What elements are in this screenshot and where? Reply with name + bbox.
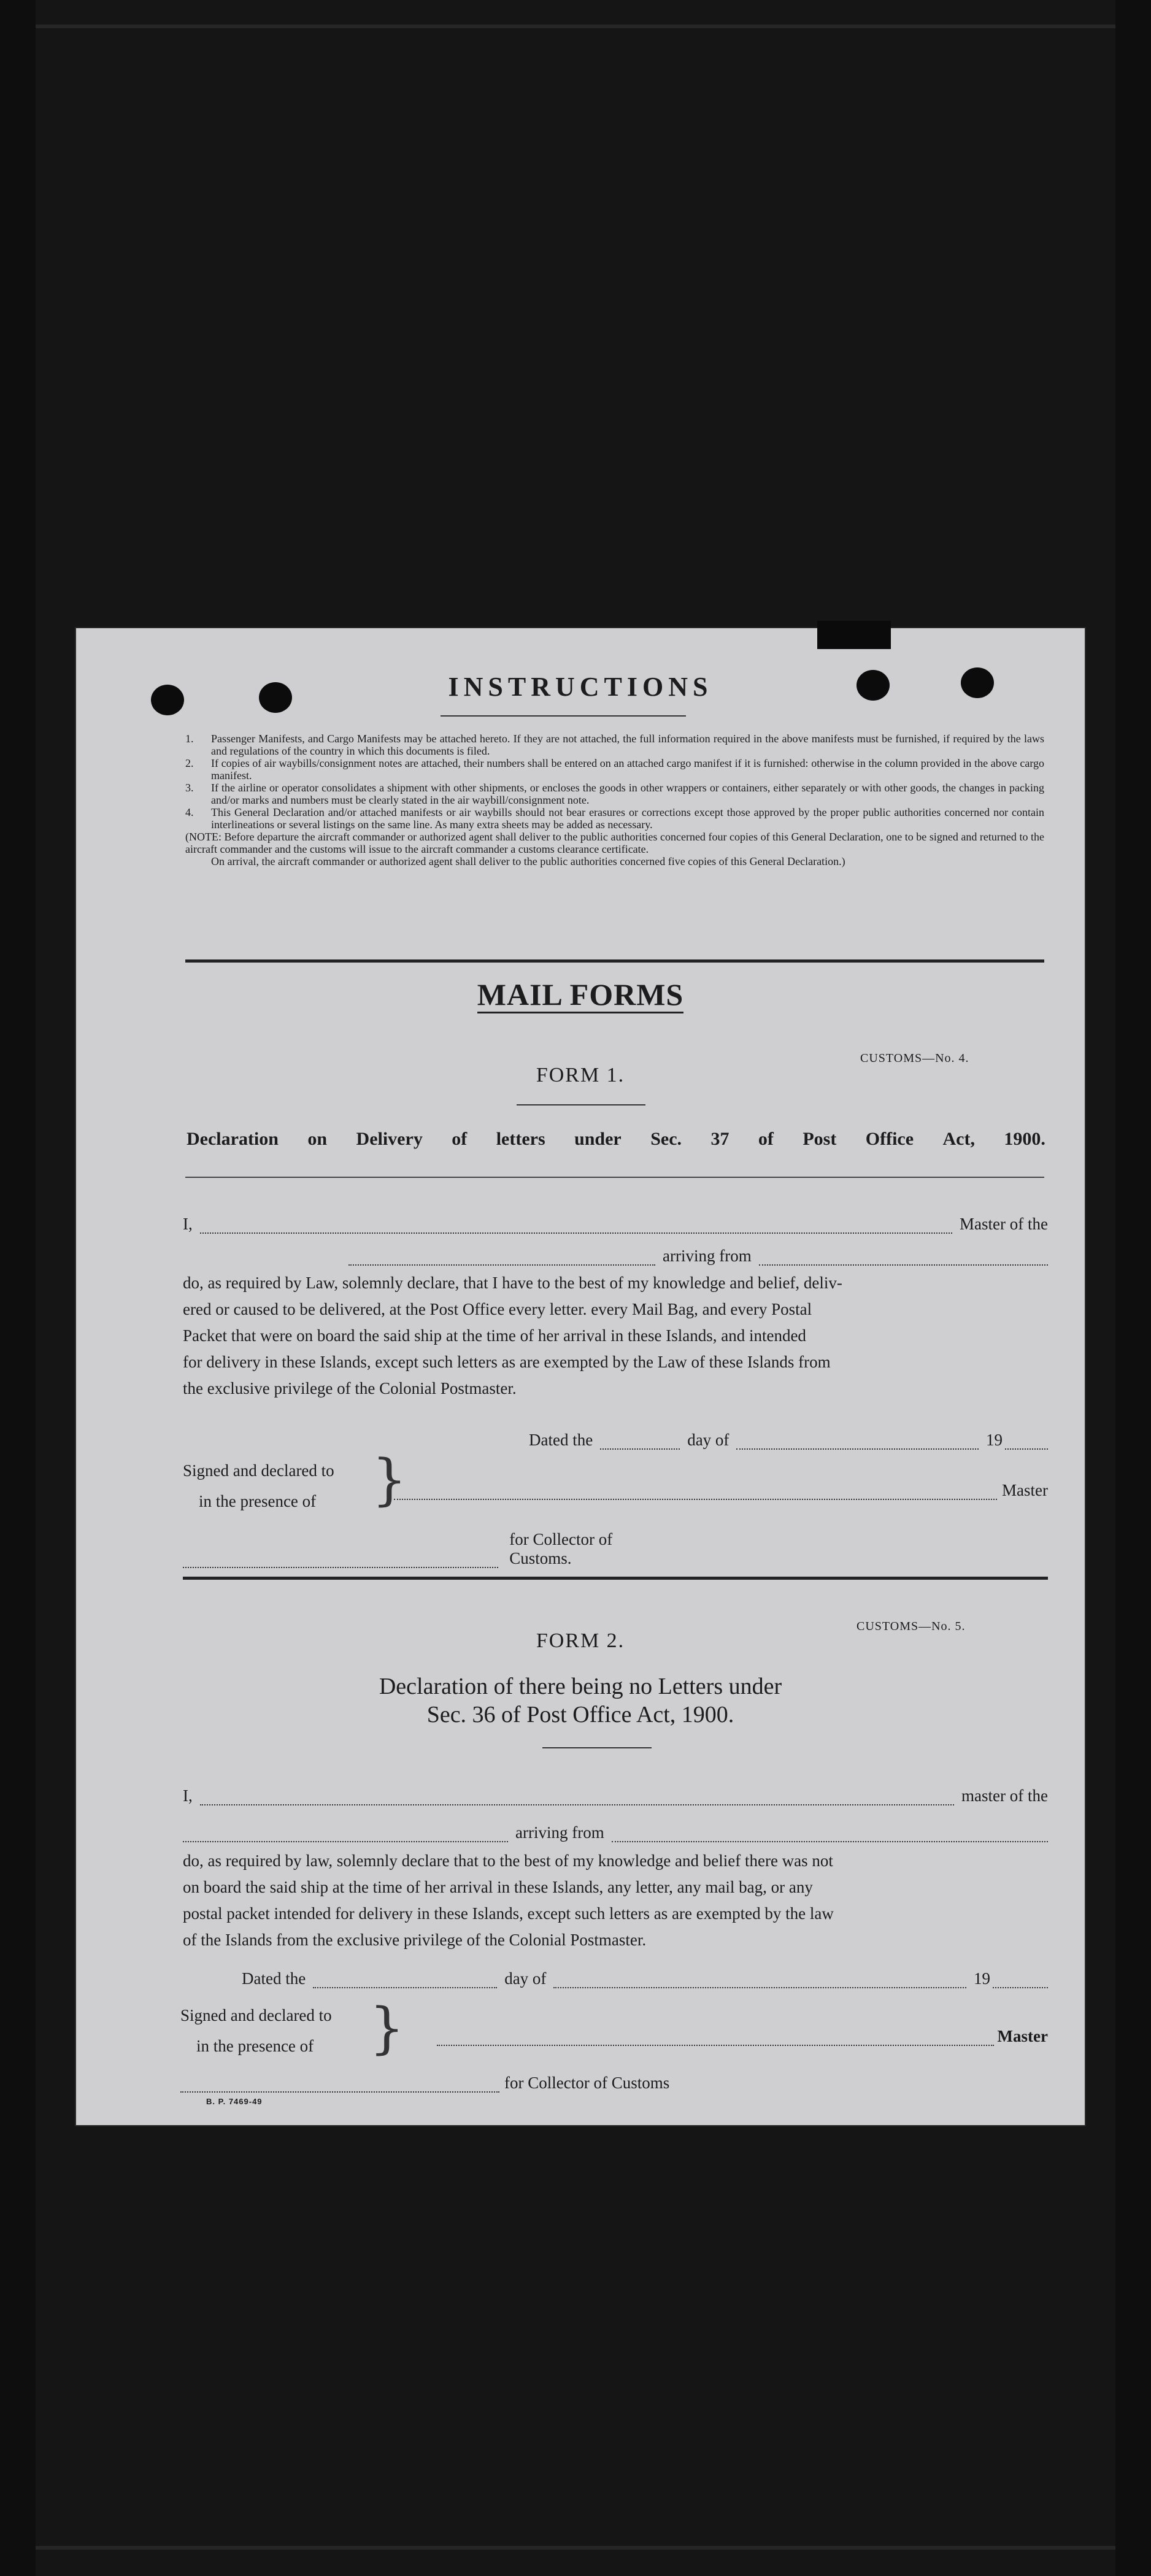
title-word: Sec. (650, 1129, 682, 1149)
dated-the-label: Dated the (529, 1431, 593, 1449)
arriving-line (183, 1823, 1048, 1842)
divider (183, 1577, 1048, 1580)
signed-label: Signed and declared to (180, 2006, 332, 2024)
divider (542, 1747, 652, 1748)
month-field[interactable] (553, 1974, 966, 1988)
body-line: ered or caused to be delivered, at the Post Office every letter. every Mail Bag, and every Postal (183, 1300, 812, 1318)
instruction-text: This General Declaration and/or attached manifests or air waybills should not bear erasures or corrections except those approved by the proper public authorities concerned nor contain interlineations or several listings on the same line. As many extra sheets may be added as necessary. (211, 806, 1044, 831)
instruction-number: 3. (185, 782, 194, 794)
title-word: Act, (942, 1129, 975, 1149)
instruction-item (185, 757, 1044, 782)
i-label: I, (183, 1215, 193, 1233)
body-line: do, as required by law, solemnly declare that to the best of my knowledge and belief there was not (183, 1851, 833, 1870)
form2-body (183, 1848, 1048, 1953)
month-field[interactable] (736, 1435, 979, 1450)
year-field[interactable] (1005, 1435, 1048, 1450)
name-field[interactable] (200, 1219, 952, 1234)
title-word: Post (803, 1129, 837, 1149)
form1-declaration-title (187, 1129, 1045, 1150)
collector-label: for Collector of Customs (504, 2074, 670, 2092)
day-field[interactable] (600, 1435, 680, 1450)
title-word: Delivery (356, 1129, 423, 1149)
name-line (183, 1215, 1048, 1234)
master-label: Master (1002, 1481, 1048, 1499)
title-word: of (758, 1129, 774, 1149)
divider (185, 959, 1044, 963)
master-signature-line (394, 1481, 1048, 1500)
arriving-from-label: arriving from (515, 1823, 604, 1842)
body-line: for delivery in these Islands, except such letters as are exempted by the Law of these Islands from (183, 1353, 831, 1371)
body-line: postal packet intended for delivery in these Islands, except such letters as are exempted by the law (183, 1904, 834, 1923)
title-word: on (307, 1129, 328, 1149)
divider (517, 1104, 645, 1105)
body-line: do, as required by Law, solemnly declare, that I have to the best of my knowledge and belief, deliv- (183, 1274, 842, 1292)
day-of-label: day of (687, 1431, 729, 1449)
instruction-number: 2. (185, 757, 194, 769)
body-line: Packet that were on board the said ship at the time of her arrival in these Islands, and intended (183, 1326, 806, 1345)
title-word: 1900. (1004, 1129, 1045, 1149)
signed-label: Signed and declared to (183, 1461, 334, 1480)
master-signature-field[interactable] (394, 1485, 997, 1500)
body-line: of the Islands from the exclusive privilege of the Colonial Postmaster. (183, 1931, 647, 1949)
master-of-label: Master of the (960, 1215, 1048, 1233)
form-heading: FORM 2. (536, 1629, 625, 1652)
instruction-text: Passenger Manifests, and Cargo Manifests may be attached hereto. If they are not attached, the full information required in the above manifests must be furnished, if required by the laws and regulations of the country in which this documents is filed. (211, 732, 1044, 757)
i-label: I, (183, 1786, 193, 1805)
form2-declaration-title (75, 1672, 1086, 1729)
title-word: of (452, 1129, 468, 1149)
title-line: Declaration of there being no Letters under (379, 1674, 782, 1699)
divider (441, 715, 686, 717)
instruction-item (185, 782, 1044, 806)
customs-reference: CUSTOMS—No. 4. (860, 1052, 969, 1065)
brace: } (369, 1996, 405, 2061)
instruction-note-cont: On arrival, the aircraft commander or authorized agent shall deliver to the public authorities concerned five copies of this General Declaration.) (211, 855, 845, 867)
year-prefix: 19 (974, 1969, 990, 1988)
document-page (75, 627, 1086, 2126)
origin-field[interactable] (759, 1251, 1048, 1266)
master-signature-field[interactable] (437, 2031, 994, 2046)
form1-body (183, 1270, 1048, 1402)
signed-block (180, 2000, 332, 2061)
title-word: under (574, 1129, 622, 1149)
collector-line (183, 1530, 674, 1568)
year-prefix: 19 (986, 1431, 1003, 1449)
ship-name-field[interactable] (348, 1251, 655, 1266)
title-word: letters (496, 1129, 545, 1149)
brace: } (372, 1448, 407, 1512)
instruction-text: If copies of air waybills/consignment notes are attached, their numbers shall be entered on an attached cargo manifest if it is furnished: otherwise in the column provided in the above cargo manifest. (211, 757, 1044, 782)
body-line: on board the said ship at the time of her arrival in these Islands, any letter, any mail bag, or any (183, 1878, 813, 1896)
collector-signature-field[interactable] (183, 1553, 498, 1568)
origin-field[interactable] (612, 1828, 1048, 1842)
scan-band (36, 2546, 1115, 2550)
instructions-list (185, 732, 1044, 867)
divider (185, 1177, 1044, 1178)
instruction-note: (NOTE: Before departure the aircraft commander or authorized agent shall deliver to the public authorities concerned four copies of this General Declaration, one to be signed and returned to the aircraft commander and the customs will issue to the aircraft commander a customs clearance certificate. (185, 831, 1044, 855)
collector-signature-field[interactable] (180, 2078, 499, 2093)
arriving-from-label: arriving from (663, 1247, 752, 1265)
presence-label: in the presence of (196, 2037, 314, 2055)
title-word: Office (865, 1129, 914, 1149)
paper-notch (817, 621, 891, 649)
title-word: Declaration (187, 1129, 279, 1149)
day-of-label: day of (504, 1969, 547, 1988)
ship-name-field[interactable] (183, 1828, 508, 1842)
mail-forms-title (75, 977, 1086, 1012)
collector-line (180, 2074, 671, 2093)
instruction-number: 1. (185, 732, 194, 745)
presence-label: in the presence of (199, 1492, 317, 1510)
master-of-label: master of the (961, 1786, 1048, 1805)
dated-the-label: Dated the (242, 1969, 306, 1988)
instruction-item (185, 732, 1044, 757)
name-field[interactable] (200, 1791, 954, 1805)
instruction-text: If the airline or operator consolidates a shipment with other shipments, or encloses the goods in other wrappers or containers, either separately or with other goods, the changes in packing and/or marks and numbers must be clearly stated in the air waybill/consignment note. (211, 782, 1044, 806)
collector-label: for Collector of Customs. (509, 1530, 613, 1567)
dated-line (529, 1431, 1048, 1450)
scan-band (36, 25, 1115, 28)
mail-forms-title-text: MAIL FORMS (477, 977, 683, 1013)
year-field[interactable] (993, 1974, 1048, 1988)
print-code: B. P. 7469-49 (206, 2097, 263, 2106)
form-heading: FORM 1. (536, 1064, 625, 1086)
dated-line (242, 1969, 1048, 1988)
instruction-number: 4. (185, 806, 194, 818)
title-line: Sec. 36 of Post Office Act, 1900. (426, 1702, 734, 1728)
customs-reference: CUSTOMS—No. 5. (857, 1620, 966, 1633)
body-line: the exclusive privilege of the Colonial Postmaster. (183, 1379, 517, 1398)
master-signature-line (437, 2027, 1048, 2046)
instructions-title: INSTRUCTIONS (448, 672, 713, 702)
arriving-line (183, 1247, 1048, 1266)
name-line (183, 1786, 1048, 1805)
day-field[interactable] (313, 1974, 497, 1988)
title-word: 37 (710, 1129, 729, 1149)
master-label: Master (997, 2027, 1048, 2045)
instruction-item (185, 806, 1044, 831)
signed-block (183, 1455, 334, 1517)
